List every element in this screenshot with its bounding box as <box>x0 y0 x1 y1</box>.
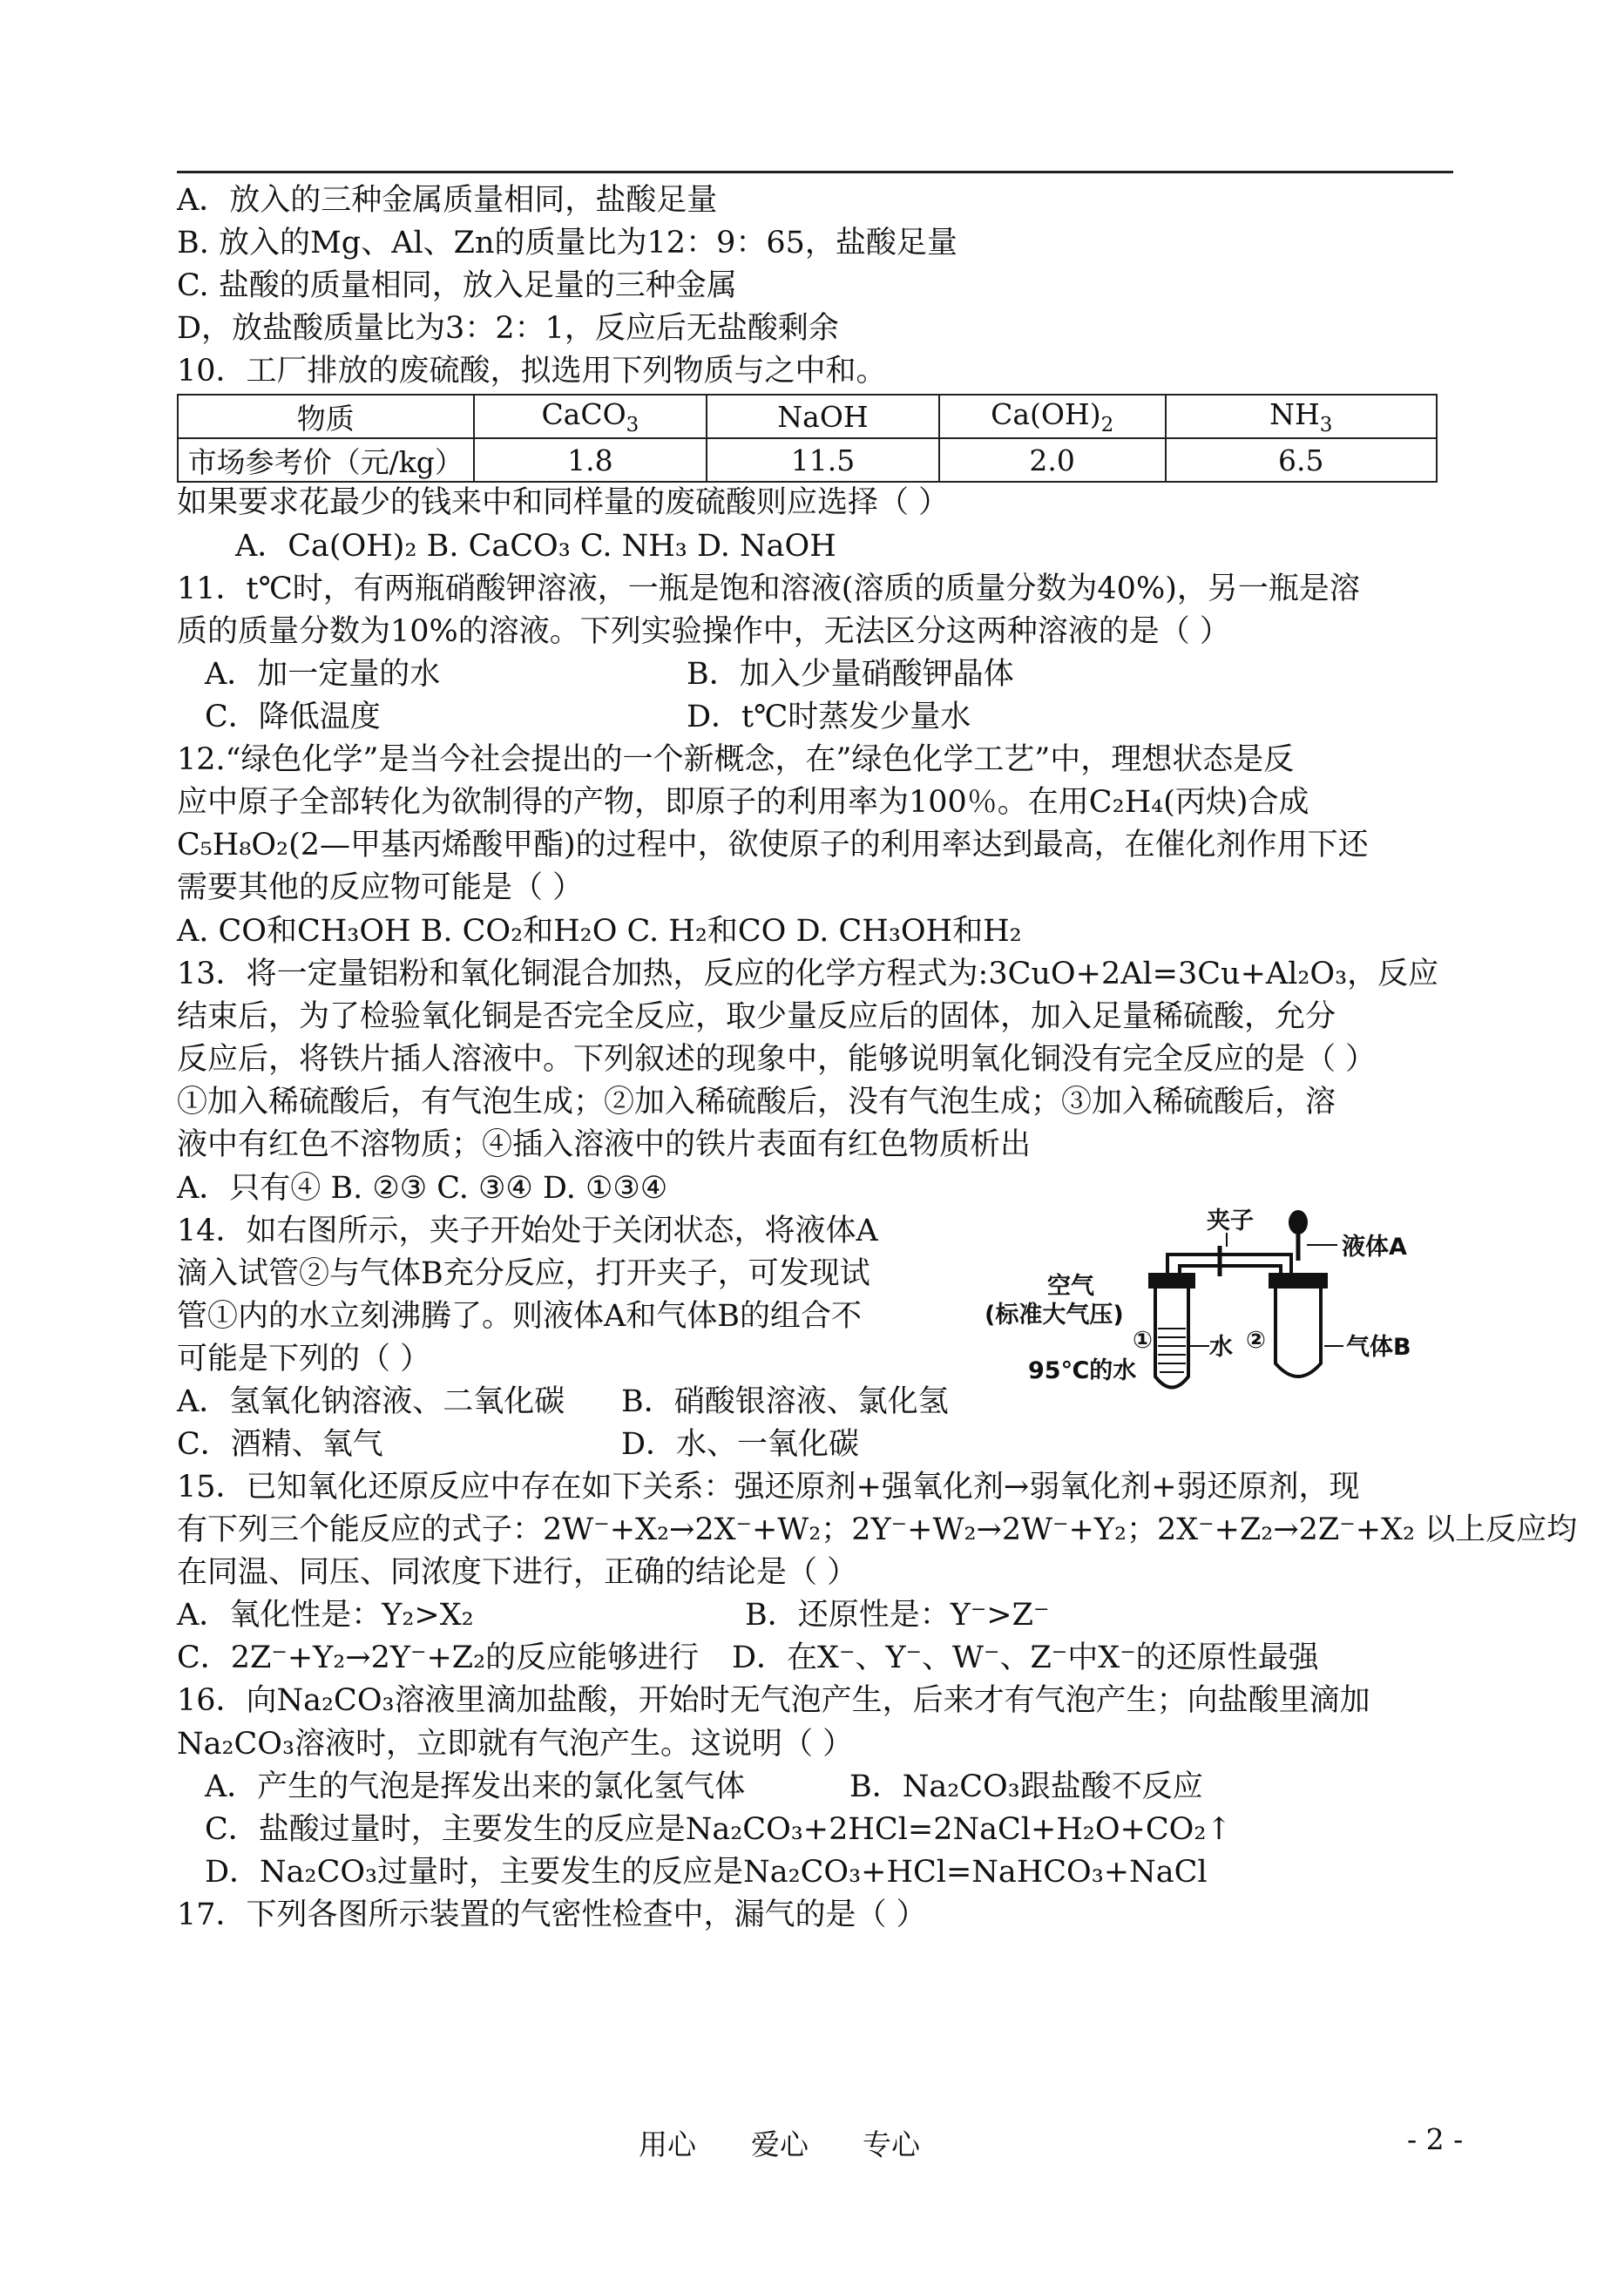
footer-text-2: 爱心 <box>751 2127 809 2161</box>
page-number: - 2 - <box>1407 2122 1464 2156</box>
q9-option-c: C. 盐酸的质量相同，放入足量的三种金属 <box>177 268 737 303</box>
q14-line3: 管①内的水立刻沸腾了。则液体A和气体B的组合不 <box>177 1299 862 1334</box>
q10-options: A．Ca(OH)₂ B. CaCO₃ C. NH₃ D. NaOH <box>235 529 836 564</box>
q16-option-a: A．产生的气泡是挥发出来的氯化氢气体 <box>205 1769 746 1804</box>
q13-options: A．只有④ B. ②③ C. ③④ D. ①③④ <box>177 1171 668 1206</box>
table-cell: $NH_3$ <box>1166 395 1437 438</box>
q17-line1: 17．下列各图所示装置的气密性检查中，漏气的是（ ） <box>177 1897 927 1932</box>
q16-option-d: D．Na₂CO₃过量时，主要发生的反应是Na₂CO₃+HCl=NaHCO₃+NaCl <box>205 1855 1208 1890</box>
air-label: 空气 <box>1047 1273 1094 1300</box>
q11-option-a: A．加一定量的水 <box>205 657 441 692</box>
q15-option-c: C．2Z⁻+Y₂→2Y⁻+Z₂的反应能够进行 <box>177 1640 700 1675</box>
q9-option-a: A．放入的三种金属质量相同，盐酸足量 <box>177 183 718 218</box>
clamp-label: 夹子 <box>1207 1207 1254 1234</box>
table-cell: 2.0 <box>939 438 1166 482</box>
q14-line2: 滴入试管②与气体B充分反应，打开夹子，可发现试 <box>177 1256 870 1291</box>
atm-label: (标准大气压) <box>985 1302 1124 1329</box>
q14-line1: 14．如右图所示，夹子开始处于关闭状态，将液体A <box>177 1214 878 1248</box>
q16-option-c: C．盐酸过量时，主要发生的反应是Na₂CO₃+2HCl=2NaCl+H₂O+CO₂↑ <box>205 1812 1232 1847</box>
q13-line2: 结束后，为了检验氧化铜是否完全反应，取少量反应后的固体，加入足量稀硫酸，允分 <box>177 999 1336 1034</box>
water95-label: 95℃的水 <box>1028 1357 1137 1384</box>
q12-line2: 应中原子全部转化为欲制得的产物，即原子的利用率为100％。在用C₂H₄(丙炔)合成 <box>177 785 1309 820</box>
q14-option-b: B．硝酸银溶液、氯化氢 <box>621 1384 949 1419</box>
table-cell: NaOH <box>707 395 939 438</box>
table-cell: CaCO$_3$ <box>474 395 707 438</box>
q16-line1: 16．向Na₂CO₃溶液里滴加盐酸，开始时无气泡产生，后来才有气泡产生；向盐酸里滴加 <box>177 1683 1370 1718</box>
q13-line5: 液中有红色不溶物质；④插入溶液中的铁片表面有红色物质析出 <box>177 1127 1032 1162</box>
table-row <box>178 438 1437 482</box>
q11-option-c: C．降低温度 <box>205 700 381 734</box>
q14-line4: 可能是下列的（ ） <box>177 1342 431 1376</box>
apparatus-diagram <box>985 1207 1438 1398</box>
price-table <box>177 394 1438 483</box>
q13-line3: 反应后，将铁片插人溶液中。下列叙述的现象中，能够说明氧化铜没有完全反应的是（ ） <box>177 1042 1377 1077</box>
tube2-label: ② <box>1246 1327 1266 1354</box>
q12-line3: C₅H₈O₂(2—甲基丙烯酸甲酯)的过程中，欲使原子的利用率达到最高，在催化剂作用下还 <box>177 828 1369 862</box>
q11-line2: 质的质量分数为10%的溶液。下列实验操作中，无法区分这两种溶液的是（ ） <box>177 614 1230 649</box>
q15-line1: 15．已知氧化还原反应中存在如下关系：强还原剂+强氧化剂→弱氧化剂+弱还原剂，现 <box>177 1470 1360 1505</box>
footer-text-1: 用心 <box>639 2127 696 2161</box>
table-row <box>178 395 1437 438</box>
q15-option-b: B．还原性是：Y⁻>Z⁻ <box>745 1598 1050 1633</box>
footer-text-3: 专心 <box>863 2127 920 2161</box>
q15-line3: 在同温、同压、同浓度下进行，正确的结论是（ ） <box>177 1555 858 1590</box>
q16-option-b: B．Na₂CO₃跟盐酸不反应 <box>849 1769 1203 1804</box>
q9-option-b: B. 放入的Mg、Al、Zn的质量比为12：9：65，盐酸足量 <box>177 226 957 260</box>
q16-line2: Na₂CO₃溶液时，立即就有气泡产生。这说明（ ） <box>177 1727 854 1762</box>
table-cell: 11.5 <box>707 438 939 482</box>
q10-question: 如果要求花最少的钱来中和同样量的废硫酸则应选择（ ） <box>177 485 950 520</box>
q12-line1: 12.“绿色化学”是当今社会提出的一个新概念，在”绿色化学工艺”中，理想状态是反 <box>177 742 1295 777</box>
gas-b-label: 气体B <box>1346 1334 1411 1361</box>
water-label: 水 <box>1209 1334 1233 1361</box>
q15-option-a: A．氧化性是：Y₂>X₂ <box>177 1598 474 1633</box>
q10-stem: 10．工厂排放的废硫酸，拟选用下列物质与之中和。 <box>177 354 887 389</box>
q13-line1: 13．将一定量铝粉和氧化铜混合加热，反应的化学方程式为:3CuO+2Al=3Cu+Al₂O₃，反应 <box>177 957 1439 991</box>
q14-option-c: C．酒精、氧气 <box>177 1427 383 1462</box>
q11-line1: 11．t℃时，有两瓶硝酸钾溶液，一瓶是饱和溶液(溶质的质量分数为40%)，另一瓶是溶 <box>177 572 1360 606</box>
header-rule <box>177 171 1453 173</box>
q15-option-d: D．在X⁻、Y⁻、W⁻、Z⁻中X⁻的还原性最强 <box>732 1640 1319 1675</box>
table-cell: 6.5 <box>1166 438 1437 482</box>
table-cell: $Ca(OH)_2$ <box>939 395 1166 438</box>
q15-line2: 有下列三个能反应的式子：2W⁻+X₂→2X⁻+W₂；2Y⁻+W₂→2W⁻+Y₂；2X⁻+Z₂→2Z⁻+X₂ 以上反应均 <box>177 1512 1578 1547</box>
liquid-a-label: 液体A <box>1342 1234 1407 1261</box>
q13-line4: ①加入稀硫酸后，有气泡生成；②加入稀硫酸后，没有气泡生成；③加入稀硫酸后，溶 <box>177 1085 1336 1119</box>
q12-options: A. CO和CH₃OH B. CO₂和H₂O C. H₂和CO D. CH₃OH和H₂ <box>177 914 1022 949</box>
q12-line4: 需要其他的反应物可能是（ ） <box>177 870 584 905</box>
table-header-cell: 物质 <box>178 395 474 438</box>
q9-option-d: D，放盐酸质量比为3：2：1，反应后无盐酸剩余 <box>177 311 839 346</box>
q14-option-d: D．水、一氧化碳 <box>621 1427 860 1462</box>
q11-option-b: B．加入少量硝酸钾晶体 <box>687 657 1014 692</box>
tube1-label: ① <box>1133 1327 1153 1354</box>
table-header-cell: 市场参考价（元/kg） <box>178 438 474 482</box>
table-cell: 1.8 <box>474 438 707 482</box>
q14-option-a: A．氢氧化钠溶液、二氧化碳 <box>177 1384 565 1419</box>
q11-option-d: D．t℃时蒸发少量水 <box>687 700 971 734</box>
